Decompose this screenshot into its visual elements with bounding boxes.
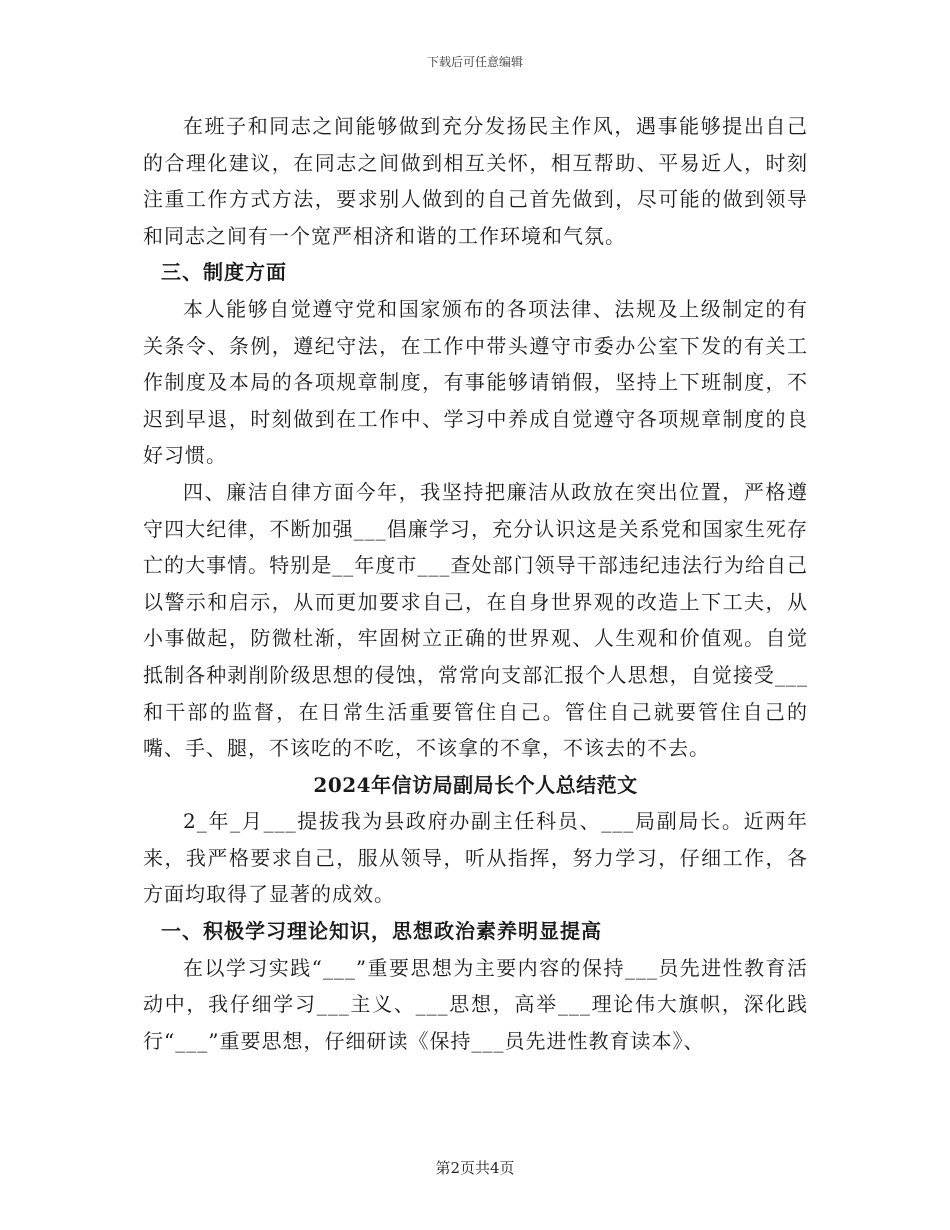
page-header-note: 下载后可任意编辑 — [426, 55, 523, 69]
paragraph-democratic-style: 在班子和同志之间能够做到充分发扬民主作风，遇事能够提出自己的合理化建议，在同志之间做到相互关怀，相互帮助、平易近人，时刻注重工作方式方法，要求别人做到的自己首先做到，尽可能的做到领导和同志之间有一个宽严相济和谐的工作环境和气氛。 — [143, 114, 808, 248]
page-number: 第2页共4页 — [435, 1159, 515, 1177]
paragraph-intro: 2_年_月___提拔我为县政府办副主任科员、___局副局长。近两年来，我严格要求自己，服从领导，听从指挥，努力学习，仔细工作，各方面均取得了显著的成效。 — [143, 809, 808, 907]
paragraph-integrity: 四、廉洁自律方面今年，我坚持把廉洁从政放在突出位置，严格遵守四大纪律，不断加强___倡廉学习，充分认识这是关系党和国家生死存亡的大事情。特别是__年度市___查处部门领导干部违纪违法行为给自己以警示和启示，从而更加要求自己，在自身世界观的改造上下工夫，从小事做起，防微杜渐，牢固树立正确的世界观、人生观和价值观。自觉抵制各种剥削阶级思想的侵蚀，常常向支部汇报个人思想，自觉接受___和干部的监督，在日常生活重要管住自己。管住自己就要管住自己的嘴、手、腿，不该吃的不吃，不该拿的不拿，不该去的不去。 — [143, 479, 808, 761]
document-body — [143, 108, 808, 1059]
document-title: 2024年信访局副局长个人总结范文 — [313, 772, 638, 797]
paragraph-theory-study: 在以学习实践“___”重要思想为主要内容的保持___员先进性教育活动中，我仔细学习___主义、___思想，高举___理论伟大旗帜，深化践行“___”重要思想，仔细研读《保持___员先进性教育读本》、 — [143, 955, 808, 1053]
section-heading-system: 三、制度方面 — [161, 260, 287, 285]
paragraph-system-rules: 本人能够自觉遵守党和国家颁布的各项法律、法规及上级制定的有关条令、条例，遵纪守法，在工作中带头遵守市委办公室下发的有关工作制度及本局的各项规章制度，有事能够请销假，坚持上下班制度，不迟到早退，时刻做到在工作中、学习中养成自觉遵守各项规章制度的良好习惯。 — [143, 296, 808, 468]
section-heading-theory: 一、积极学习理论知识，思想政治素养明显提高 — [161, 919, 602, 944]
